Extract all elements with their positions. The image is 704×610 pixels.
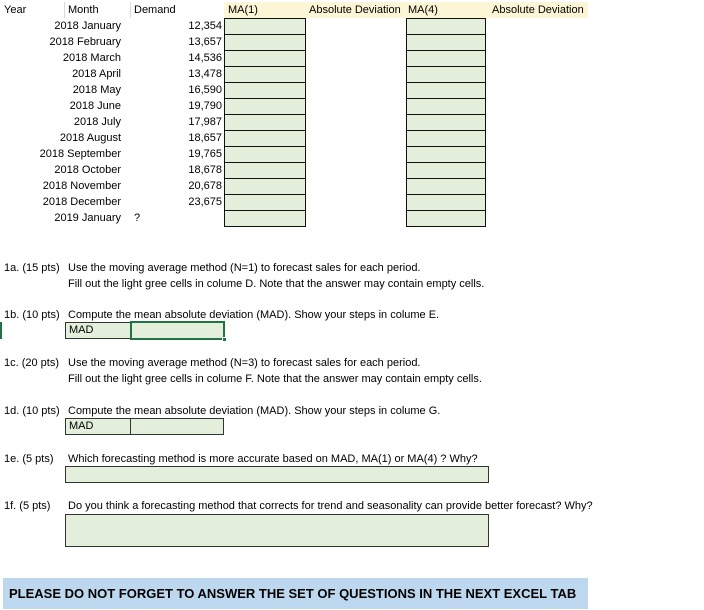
month-cell[interactable]: 2018 December bbox=[42, 196, 121, 208]
ma1-input-cell[interactable] bbox=[224, 210, 306, 227]
header-absdev1[interactable]: Absolute Deviation bbox=[306, 2, 406, 18]
ma4-input-cell[interactable] bbox=[406, 50, 486, 67]
month-cell[interactable]: 2018 April bbox=[72, 68, 121, 80]
q1c-text-2: Fill out the light gree cells in colume F. Note that the answer may contain empty cells. bbox=[68, 373, 482, 385]
month-cell[interactable]: 2018 November bbox=[42, 180, 121, 192]
q1d-mad-input[interactable] bbox=[130, 418, 224, 435]
demand-cell[interactable]: 18,678 bbox=[188, 164, 222, 176]
q1a-label: 1a. (15 pts) bbox=[4, 262, 60, 274]
month-cell[interactable]: 2018 June bbox=[69, 100, 121, 112]
month-cell[interactable]: 2018 March bbox=[62, 52, 121, 64]
q1a-text-2: Fill out the light gree cells in colume D. Note that the answer may contain empty cells. bbox=[68, 278, 485, 290]
column-gridline bbox=[130, 2, 131, 18]
ma1-input-cell[interactable] bbox=[224, 66, 306, 83]
demand-cell[interactable]: ? bbox=[134, 212, 141, 224]
column-gridline bbox=[64, 2, 65, 18]
ma1-input-cell[interactable] bbox=[224, 98, 306, 115]
ma4-input-cell[interactable] bbox=[406, 130, 486, 147]
demand-cell[interactable]: 14,536 bbox=[188, 52, 222, 64]
ma1-input-cell[interactable] bbox=[224, 34, 306, 51]
ma1-input-cell[interactable] bbox=[224, 194, 306, 211]
ma1-input-cell[interactable] bbox=[224, 82, 306, 99]
month-cell[interactable]: 2019 January bbox=[54, 212, 121, 224]
ma4-input-cell[interactable] bbox=[406, 98, 486, 115]
next-tab-reminder-banner: PLEASE DO NOT FORGET TO ANSWER THE SET OF QUESTIONS IN THE NEXT EXCEL TAB bbox=[3, 578, 588, 609]
fill-handle[interactable] bbox=[222, 337, 227, 342]
q1a-text: Use the moving average method (N=1) to forecast sales for each period. bbox=[68, 262, 421, 274]
ma4-input-cell[interactable] bbox=[406, 18, 486, 35]
header-year[interactable]: Year bbox=[4, 4, 27, 16]
ma4-input-cell[interactable] bbox=[406, 114, 486, 131]
month-cell[interactable]: 2018 February bbox=[49, 36, 121, 48]
header-absdev4[interactable]: Absolute Deviation bbox=[486, 2, 588, 18]
ma1-input-cell[interactable] bbox=[224, 130, 306, 147]
q1b-mad-input-selected[interactable] bbox=[130, 321, 225, 340]
demand-cell[interactable]: 16,590 bbox=[188, 84, 222, 96]
header-demand[interactable]: Demand bbox=[134, 4, 176, 16]
q1c-text: Use the moving average method (N=3) to forecast sales for each period. bbox=[68, 357, 421, 369]
month-cell[interactable]: 2018 May bbox=[72, 84, 121, 96]
header-month[interactable]: Month bbox=[68, 4, 99, 16]
ma1-input-cell[interactable] bbox=[224, 114, 306, 131]
q1e-answer-input[interactable] bbox=[65, 466, 489, 483]
month-cell[interactable]: 2018 August bbox=[59, 132, 121, 144]
demand-cell[interactable]: 13,657 bbox=[188, 36, 222, 48]
q1b-text: Compute the mean absolute deviation (MAD). Show your steps in colume E. bbox=[68, 309, 440, 321]
month-cell[interactable]: 2018 July bbox=[73, 116, 121, 128]
q1b-label: 1b. (10 pts) bbox=[4, 309, 60, 321]
q1e-text: Which forecasting method is more accurate based on MAD, MA(1) or MA(4) ? Why? bbox=[68, 453, 478, 465]
demand-cell[interactable]: 17,987 bbox=[188, 116, 222, 128]
q1d-label: 1d. (10 pts) bbox=[4, 405, 60, 417]
ma4-input-cell[interactable] bbox=[406, 146, 486, 163]
ma4-input-cell[interactable] bbox=[406, 210, 486, 227]
ma4-input-cell[interactable] bbox=[406, 178, 486, 195]
ma4-input-cell[interactable] bbox=[406, 82, 486, 99]
month-cell[interactable]: 2018 January bbox=[54, 20, 121, 32]
q1c-label: 1c. (20 pts) bbox=[4, 357, 60, 369]
demand-cell[interactable]: 20,678 bbox=[188, 180, 222, 192]
demand-cell[interactable]: 13,478 bbox=[188, 68, 222, 80]
ma4-input-cell[interactable] bbox=[406, 66, 486, 83]
ma1-input-cell[interactable] bbox=[224, 50, 306, 67]
header-ma1[interactable]: MA(1) bbox=[224, 2, 306, 18]
ma1-input-cell[interactable] bbox=[224, 146, 306, 163]
q1b-mad-label: MAD bbox=[65, 322, 131, 339]
ma1-input-cell[interactable] bbox=[224, 178, 306, 195]
header-ma4[interactable]: MA(4) bbox=[406, 2, 486, 18]
demand-cell[interactable]: 12,354 bbox=[188, 20, 222, 32]
q1f-label: 1f. (5 pts) bbox=[4, 500, 51, 512]
q1f-answer-input[interactable] bbox=[65, 514, 489, 547]
ma4-input-cell[interactable] bbox=[406, 34, 486, 51]
ma1-input-cell[interactable] bbox=[224, 18, 306, 35]
q1f-text: Do you think a forecasting method that corrects for trend and seasonality can provide better forecast? Why? bbox=[68, 500, 593, 512]
ma1-input-cell[interactable] bbox=[224, 162, 306, 179]
demand-cell[interactable]: 19,790 bbox=[188, 100, 222, 112]
row-selection-indicator bbox=[0, 322, 2, 339]
month-cell[interactable]: 2018 September bbox=[39, 148, 121, 160]
month-cell[interactable]: 2018 October bbox=[54, 164, 121, 176]
ma4-input-cell[interactable] bbox=[406, 162, 486, 179]
q1e-label: 1e. (5 pts) bbox=[4, 453, 54, 465]
q1d-mad-label: MAD bbox=[65, 418, 131, 435]
q1d-text: Compute the mean absolute deviation (MAD). Show your steps in colume G. bbox=[68, 405, 441, 417]
demand-cell[interactable]: 23,675 bbox=[188, 196, 222, 208]
ma4-input-cell[interactable] bbox=[406, 194, 486, 211]
demand-cell[interactable]: 19,765 bbox=[188, 148, 222, 160]
demand-cell[interactable]: 18,657 bbox=[188, 132, 222, 144]
